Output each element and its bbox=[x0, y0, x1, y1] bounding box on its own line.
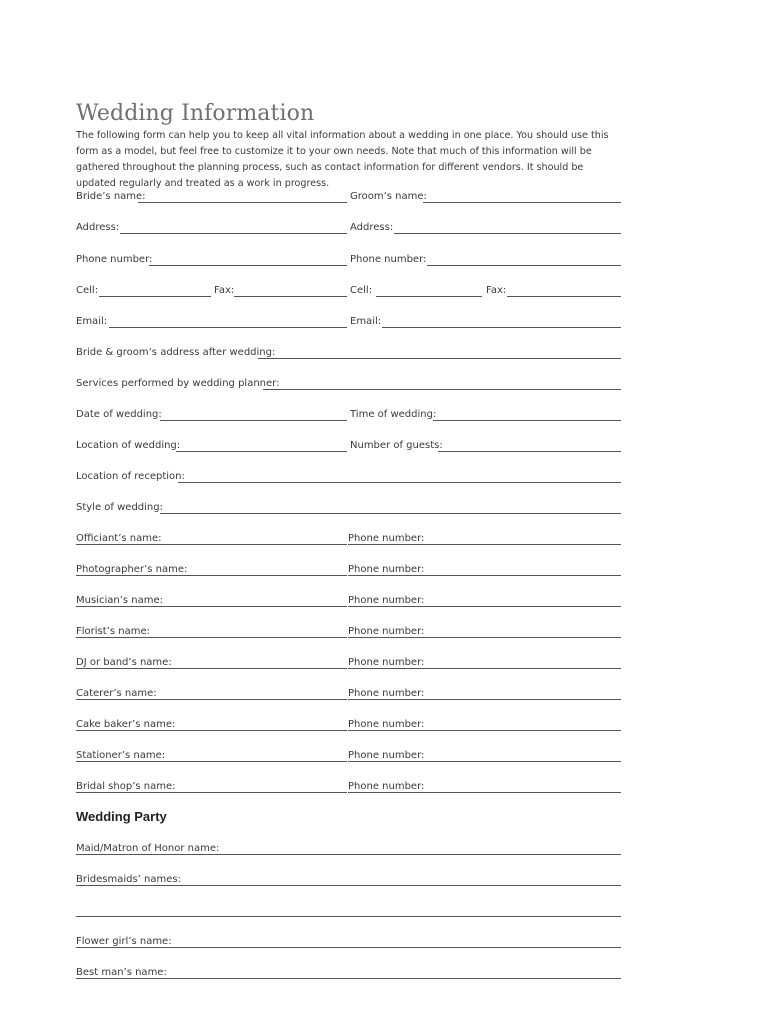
vendor-phone-label: Phone number: bbox=[348, 595, 427, 607]
best-man-field[interactable] bbox=[76, 978, 621, 979]
vendor-name-field[interactable] bbox=[76, 637, 347, 638]
intro-paragraph: The following form can help you to keep all vital information about a wedding in one place. You should use this form as a model, but feel free to customize it to your own needs. Note that much of this information will be gathered throughout the planning process, such as contact information for different vendors. It should be updated regularly and treated as a work in progress. bbox=[76, 130, 609, 189]
date-wedding-field[interactable] bbox=[160, 420, 347, 421]
groom-address-field[interactable] bbox=[394, 233, 621, 234]
vendor-name-field[interactable] bbox=[76, 668, 347, 669]
bride-fax-field[interactable] bbox=[234, 296, 347, 297]
vendor-name-label: Photographer’s name: bbox=[76, 564, 190, 576]
vendor-name-label: Cake baker’s name: bbox=[76, 719, 178, 731]
vendor-name-label: Bridal shop’s name: bbox=[76, 781, 179, 793]
date-wedding-label: Date of wedding: bbox=[76, 409, 165, 421]
vendor-row bbox=[76, 531, 621, 545]
vendor-phone-field[interactable] bbox=[348, 575, 621, 576]
brides-name-label: Bride’s name: bbox=[76, 191, 149, 203]
bride-phone-label: Phone number: bbox=[76, 254, 155, 266]
vendor-phone-label: Phone number: bbox=[348, 533, 427, 545]
flower-girl-label: Flower girl’s name: bbox=[76, 936, 175, 948]
vendor-row bbox=[76, 562, 621, 576]
vendor-phone-label: Phone number: bbox=[348, 719, 427, 731]
vendor-name-label: Florist’s name: bbox=[76, 626, 153, 638]
row-best-man bbox=[76, 965, 621, 979]
wedding-form-page bbox=[76, 0, 621, 1024]
row-names bbox=[76, 189, 621, 203]
row-bridesmaids-continued bbox=[76, 903, 621, 917]
groom-fax-field[interactable] bbox=[507, 296, 621, 297]
address-after-label: Bride & groom’s address after wedding: bbox=[76, 347, 278, 359]
time-wedding-field[interactable] bbox=[433, 420, 621, 421]
vendor-row bbox=[76, 686, 621, 700]
vendor-phone-label: Phone number: bbox=[348, 626, 427, 638]
vendor-name-label: Musician’s name: bbox=[76, 595, 166, 607]
row-email bbox=[76, 314, 621, 328]
row-address-after bbox=[76, 345, 621, 359]
vendor-phone-label: Phone number: bbox=[348, 781, 427, 793]
vendor-name-field[interactable] bbox=[76, 699, 347, 700]
vendor-row bbox=[76, 593, 621, 607]
vendor-name-field[interactable] bbox=[76, 761, 347, 762]
bridesmaids-field[interactable] bbox=[76, 885, 621, 886]
location-reception-field[interactable] bbox=[178, 482, 621, 483]
services-planner-field[interactable] bbox=[263, 389, 621, 390]
groom-fax-label: Fax: bbox=[486, 285, 509, 297]
bride-phone-field[interactable] bbox=[149, 265, 347, 266]
bridesmaids-field-continued[interactable] bbox=[76, 916, 621, 917]
bridesmaids-label: Bridesmaids’ names: bbox=[76, 874, 184, 886]
vendor-phone-field[interactable] bbox=[348, 637, 621, 638]
bride-cell-label: Cell: bbox=[76, 285, 101, 297]
row-location-reception bbox=[76, 469, 621, 483]
row-location-guests bbox=[76, 438, 621, 452]
bride-address-label: Address: bbox=[76, 222, 122, 234]
row-maid-matron bbox=[76, 841, 621, 855]
vendor-row bbox=[76, 624, 621, 638]
row-address bbox=[76, 220, 621, 234]
vendor-name-field[interactable] bbox=[76, 730, 347, 731]
page-title: Wedding Information bbox=[76, 100, 315, 126]
time-wedding-label: Time of wedding: bbox=[350, 409, 439, 421]
bride-cell-field[interactable] bbox=[99, 296, 211, 297]
style-wedding-field[interactable] bbox=[160, 513, 621, 514]
location-wedding-label: Location of wedding: bbox=[76, 440, 183, 452]
wedding-party-heading: Wedding Party bbox=[76, 809, 167, 824]
vendor-phone-field[interactable] bbox=[348, 792, 621, 793]
brides-name-field[interactable] bbox=[138, 202, 347, 203]
row-date-time bbox=[76, 407, 621, 421]
location-reception-label: Location of reception: bbox=[76, 471, 188, 483]
row-phone bbox=[76, 252, 621, 266]
vendor-name-field[interactable] bbox=[76, 606, 347, 607]
groom-cell-label: Cell: bbox=[350, 285, 375, 297]
groom-email-label: Email: bbox=[350, 316, 384, 328]
row-bridesmaids bbox=[76, 872, 621, 886]
groom-cell-field[interactable] bbox=[376, 296, 482, 297]
groom-phone-field[interactable] bbox=[427, 265, 621, 266]
vendor-phone-field[interactable] bbox=[348, 544, 621, 545]
groom-email-field[interactable] bbox=[382, 327, 621, 328]
vendor-name-label: DJ or band’s name: bbox=[76, 657, 175, 669]
best-man-label: Best man’s name: bbox=[76, 967, 170, 979]
address-after-field[interactable] bbox=[258, 358, 621, 359]
flower-girl-field[interactable] bbox=[76, 947, 621, 948]
vendor-name-field[interactable] bbox=[76, 544, 347, 545]
vendor-phone-label: Phone number: bbox=[348, 688, 427, 700]
vendor-row bbox=[76, 717, 621, 731]
vendor-name-label: Caterer’s name: bbox=[76, 688, 160, 700]
vendor-row bbox=[76, 655, 621, 669]
groom-phone-label: Phone number: bbox=[350, 254, 429, 266]
number-guests-field[interactable] bbox=[438, 451, 621, 452]
row-style-wedding bbox=[76, 500, 621, 514]
bride-email-label: Email: bbox=[76, 316, 110, 328]
maid-matron-label: Maid/Matron of Honor name: bbox=[76, 843, 222, 855]
bride-fax-label: Fax: bbox=[214, 285, 237, 297]
vendor-phone-field[interactable] bbox=[348, 730, 621, 731]
vendor-phone-label: Phone number: bbox=[348, 657, 427, 669]
row-services-planner bbox=[76, 376, 621, 390]
style-wedding-label: Style of wedding: bbox=[76, 502, 166, 514]
vendor-phone-label: Phone number: bbox=[348, 750, 427, 762]
grooms-name-label: Groom’s name: bbox=[350, 191, 430, 203]
vendor-phone-field[interactable] bbox=[348, 606, 621, 607]
bride-address-field[interactable] bbox=[120, 233, 347, 234]
vendor-row bbox=[76, 779, 621, 793]
maid-matron-field[interactable] bbox=[76, 854, 621, 855]
vendor-phone-field[interactable] bbox=[348, 699, 621, 700]
vendor-row bbox=[76, 748, 621, 762]
location-wedding-field[interactable] bbox=[176, 451, 347, 452]
number-guests-label: Number of guests: bbox=[350, 440, 446, 452]
grooms-name-field[interactable] bbox=[423, 202, 621, 203]
vendor-name-field[interactable] bbox=[76, 575, 347, 576]
bride-email-field[interactable] bbox=[109, 327, 347, 328]
groom-address-label: Address: bbox=[350, 222, 396, 234]
vendor-phone-field[interactable] bbox=[348, 761, 621, 762]
vendor-name-field[interactable] bbox=[76, 792, 347, 793]
vendor-phone-label: Phone number: bbox=[348, 564, 427, 576]
vendor-phone-field[interactable] bbox=[348, 668, 621, 669]
vendor-name-label: Officiant’s name: bbox=[76, 533, 165, 545]
row-flower-girl bbox=[76, 934, 621, 948]
row-cell-fax bbox=[76, 283, 621, 297]
vendor-name-label: Stationer’s name: bbox=[76, 750, 168, 762]
services-planner-label: Services performed by wedding planner: bbox=[76, 378, 282, 390]
